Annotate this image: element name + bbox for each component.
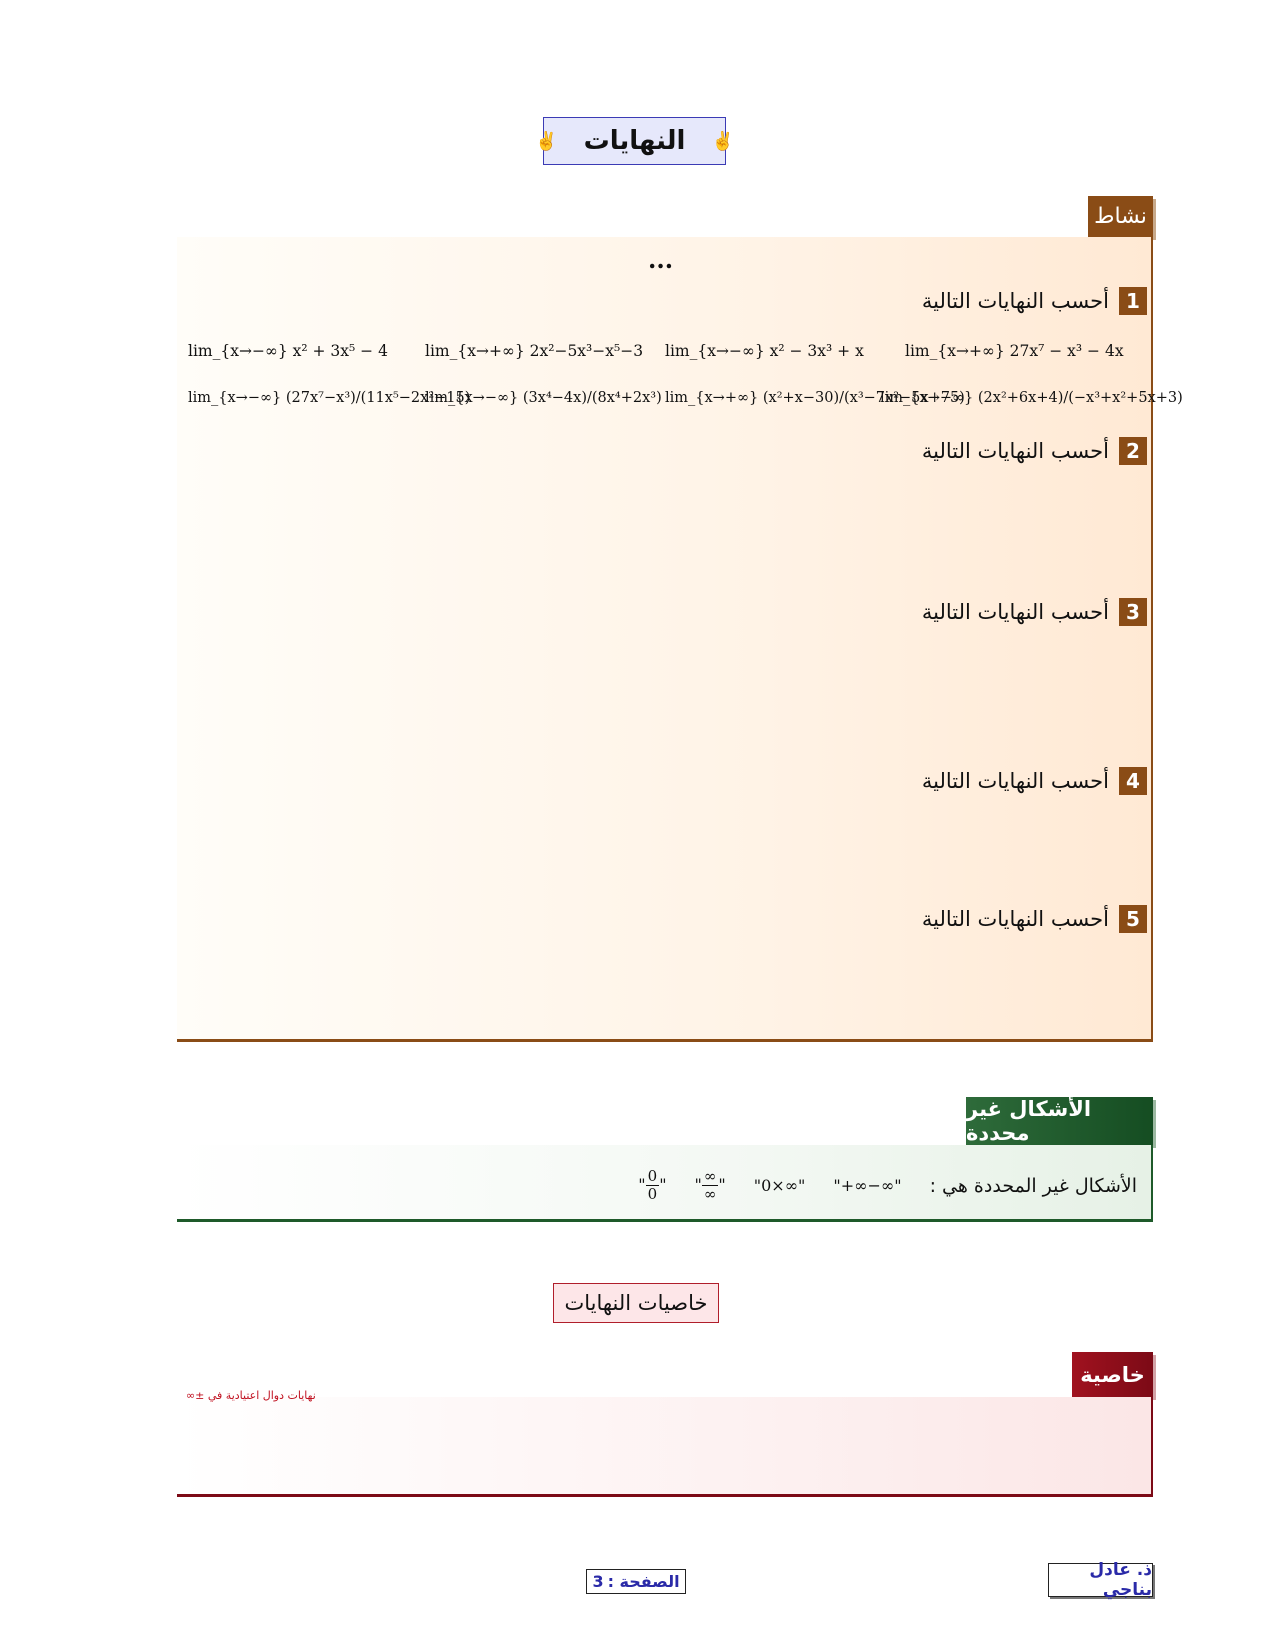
page-number-box [586, 1569, 686, 1594]
limit-expression: lim_{x→+∞} 27x⁷ − x³ − 4x [905, 342, 1124, 360]
limit-expression: lim_{x→−∞} x² + 3x⁵ − 4 [188, 342, 388, 360]
page-number: 3 [592, 1572, 604, 1591]
form-inf-over-inf: " ∞ ∞ " [694, 1167, 726, 1203]
victory-hand-icon: ✌ [535, 130, 558, 152]
limit-expression: lim_{x→+∞} 2x²−5x³−x⁵−3 [425, 342, 644, 360]
question-label: أحسب النهايات التالية [921, 769, 1109, 793]
question-label: أحسب النهايات التالية [921, 907, 1109, 931]
form-zero-times-inf: "0×∞" [753, 1176, 806, 1195]
victory-hand-icon: ✌ [711, 130, 734, 152]
question-2-header [922, 437, 1147, 465]
limit-expression: lim_{x→+∞} (x²+x−30)/(x³−7x²−5x+75) [665, 390, 965, 406]
page-title: النهايات [583, 126, 686, 156]
author-box: ذ. عادل بناجي [1048, 1563, 1153, 1597]
question-label: أحسب النهايات التالية [921, 289, 1109, 313]
property-note: نهايات دوال اعتيادية في ±∞ [186, 1389, 316, 1402]
question-label: أحسب النهايات التالية [921, 600, 1109, 624]
limit-expression: lim_{x→−∞} (27x⁷−x³)/(11x⁵−2x²−15) [188, 390, 471, 406]
properties-title: خاصيات النهايات [553, 1283, 719, 1323]
question-number: 2 [1119, 437, 1147, 465]
ellipsis: ... [648, 245, 674, 274]
question-label: أحسب النهايات التالية [921, 439, 1109, 463]
activity-tag: نشاط [1088, 196, 1153, 237]
question-1-header [922, 287, 1147, 315]
page-label: الصفحة : [607, 1572, 680, 1591]
form-zero-over-zero: " $\frac{0}{0}$ " [638, 1167, 667, 1203]
limit-expression: lim_{x→−∞} (2x²+6x+4)/(−x³+x²+5x+3) [880, 390, 1183, 406]
question-4-header [922, 767, 1147, 795]
question-number: 1 [1119, 287, 1147, 315]
page-title-box [535, 117, 734, 165]
form-inf-minus-inf: "+∞−∞" [833, 1176, 902, 1195]
property-tag: خاصية [1072, 1352, 1153, 1397]
indeterminate-sentence: الأشكال غير المحددة هي : [929, 1174, 1137, 1197]
indeterminate-tag: الأشكال غير محددة [966, 1097, 1153, 1145]
limit-expression: lim_{x→−∞} (3x⁴−4x)/(8x⁴+2x³) [425, 390, 662, 406]
limit-expression: lim_{x→−∞} x² − 3x³ + x [665, 342, 864, 360]
question-3-header [922, 598, 1147, 626]
question-number: 3 [1119, 598, 1147, 626]
question-number: 4 [1119, 767, 1147, 795]
question-number: 5 [1119, 905, 1147, 933]
property-frame [177, 1397, 1153, 1497]
indeterminate-line [638, 1168, 1137, 1203]
question-5-header [922, 905, 1147, 933]
